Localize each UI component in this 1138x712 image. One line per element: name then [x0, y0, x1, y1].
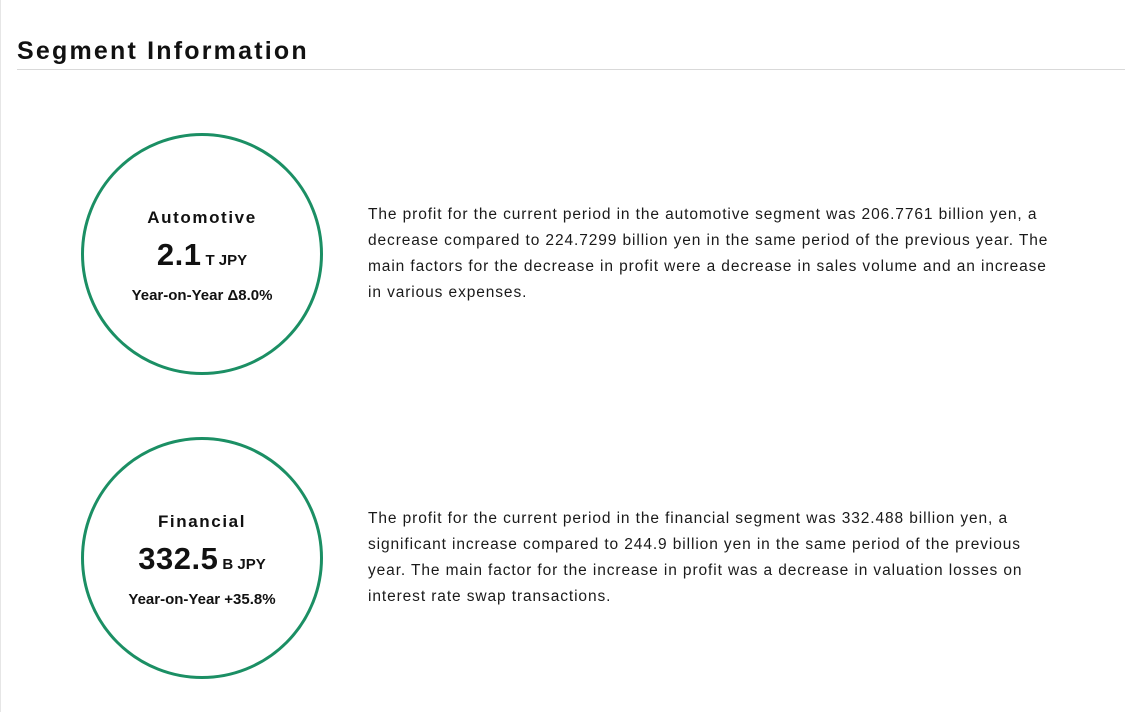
- segment-automotive: [0, 133, 1138, 373]
- segment-value-number: 2.1: [156, 237, 202, 272]
- segment-value: [84, 237, 320, 273]
- segment-circle: [81, 437, 323, 679]
- title-divider: [17, 69, 1125, 70]
- segment-value-unit: B JPY: [222, 556, 266, 573]
- segment-value-number: 332.5: [138, 541, 219, 576]
- segment-name: Financial: [157, 512, 247, 531]
- page-title: Segment Information: [17, 37, 309, 65]
- segment-circle: [81, 133, 323, 375]
- segment-value: [84, 541, 320, 577]
- segment-yoy: Year-on-Year Δ8.0%: [131, 287, 273, 304]
- segment-value-unit: T JPY: [205, 252, 248, 269]
- segment-name: Automotive: [147, 208, 257, 227]
- segment-description: The profit for the current period in the automotive segment was 206.7761 billion yen, a decrease compared to 224.7299 billion yen in the same period of the previous year. The main factors for the decrease in profit were a decrease in sales volume and an increase in various expenses.: [368, 206, 1049, 301]
- segment-description: The profit for the current period in the financial segment was 332.488 billion yen, a significant increase compared to 244.9 billion yen in the same period of the previous year. The main factor for the increase in profit was a decrease in valuation losses on interest rate swap transactions.: [368, 510, 1023, 605]
- segment-financial: [0, 437, 1138, 677]
- segment-yoy: Year-on-Year +35.8%: [128, 591, 276, 608]
